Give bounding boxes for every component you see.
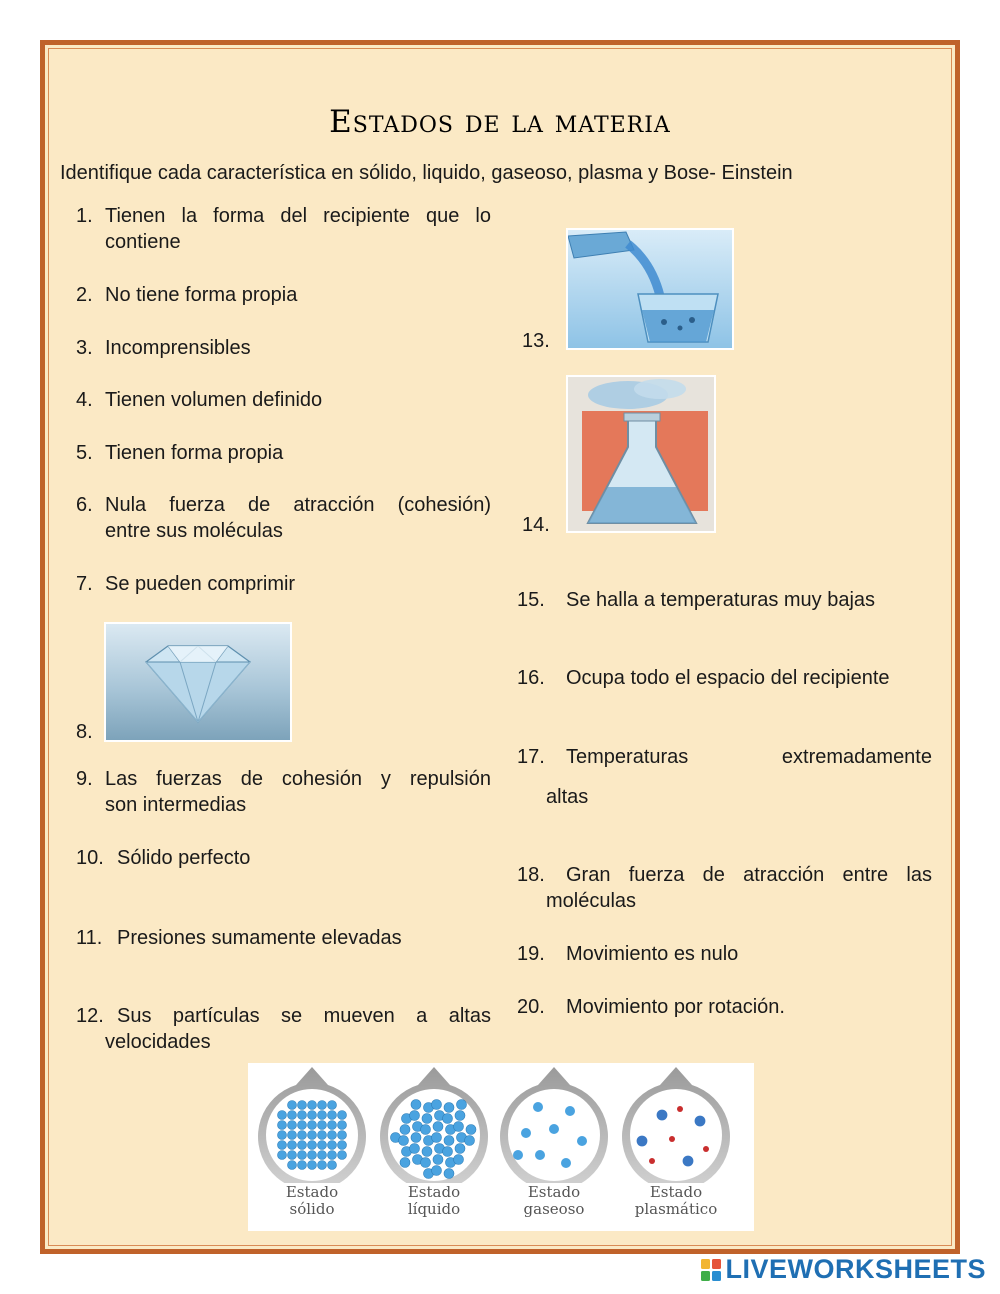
diamond-icon <box>106 624 290 740</box>
list-item: 11. Presiones sumamente elevadas <box>76 927 402 949</box>
list-item: 1. Tienen la forma del recipiente que lo contiene <box>76 205 491 253</box>
solid-state-drop <box>258 1067 366 1183</box>
diamond-image <box>104 622 292 742</box>
state-label: Estado gaseoso <box>523 1183 585 1218</box>
list-item: 17. Temperaturas extremadamente altas <box>517 746 932 808</box>
state-label: Estado plasmático <box>634 1183 718 1218</box>
list-item: 16. Ocupa todo el espacio del recipiente <box>517 667 890 689</box>
water-glass-image <box>566 228 734 350</box>
list-item: 13. <box>522 330 550 352</box>
page-title: Estados de la materia <box>329 104 671 140</box>
water-glass-icon <box>568 230 732 348</box>
instruction-text: Identifique cada característica en sólido, liquido, gaseoso, plasma y Bose- Einstein <box>60 162 793 184</box>
particle-drops-diagram <box>248 1063 754 1183</box>
state-label: Estado líquido <box>407 1183 461 1218</box>
list-item: 10. Sólido perfecto <box>76 847 251 869</box>
list-item: 3. Incomprensibles <box>76 337 251 359</box>
list-item: 5. Tienen forma propia <box>76 442 284 464</box>
liveworksheets-logo[interactable]: LIVEWORKSHEETS <box>701 1254 986 1285</box>
list-item: 19. Movimiento es nulo <box>517 943 739 965</box>
list-item: 18. Gran fuerza de atracción entre las moléculas <box>517 864 932 912</box>
list-item: 4. Tienen volumen definido <box>76 389 323 411</box>
list-item: 2. No tiene forma propia <box>76 284 298 306</box>
liveworksheets-icon <box>701 1259 721 1281</box>
list-item: 15. Se halla a temperaturas muy bajas <box>517 589 876 611</box>
list-item: 9. Las fuerzas de cohesión y repulsión son intermedias <box>76 768 491 816</box>
flask-icon <box>568 377 714 531</box>
list-item: 20. Movimiento por rotación. <box>517 996 785 1018</box>
list-item: 6. Nula fuerza de atracción (cohesión) entre sus moléculas <box>76 494 491 542</box>
list-item: 14. <box>522 514 550 536</box>
list-item: 7. Se pueden comprimir <box>76 573 296 595</box>
gas-state-drop <box>500 1067 608 1183</box>
list-item: 12. Sus partículas se mueven a altas velocidades <box>76 1005 491 1053</box>
list-item: 8. <box>76 721 93 743</box>
liquid-state-drop <box>380 1067 488 1183</box>
plasma-state-drop <box>622 1067 730 1183</box>
state-label: Estado sólido <box>285 1183 339 1218</box>
flask-image <box>566 375 716 533</box>
states-of-matter-figure <box>248 1063 754 1231</box>
